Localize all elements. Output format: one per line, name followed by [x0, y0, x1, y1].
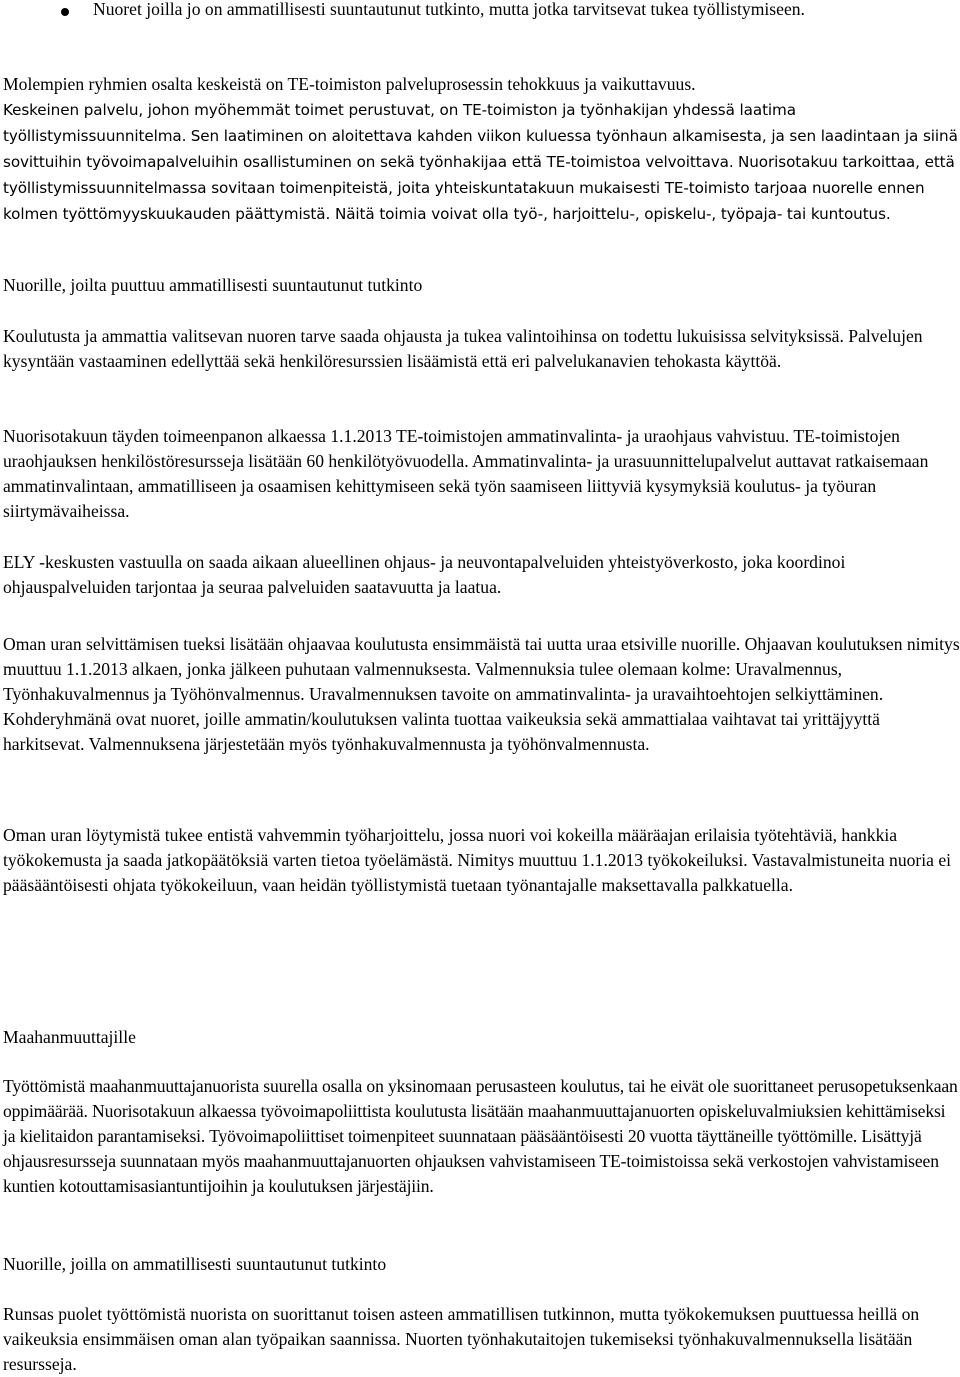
paragraph-work-trial: Oman uran löytymistä tukee entistä vahvemmin työharjoittelu, jossa nuori voi kokeilla määräajan erilaisia työtehtäviä, hankkia työkokemusta ja saada jatkopäätöksiä varten tietoa työelämästä. Nimitys muuttuu 1.1.2013 työkokeiluksi. Vastavalmistuneita nuoria ei pääsääntöisesti ohjata työkokeiluun, vaan heidän työllistymistä tuetaan työnantajalle maksettavalla palkkatuella.: [3, 825, 952, 895]
section-heading-immigrants: Maahanmuuttajille: [3, 1027, 136, 1047]
intro-sentence-c: Nuorisotakuu tarkoittaa, että työllistymissuunnitelmassa sovitaan toimenpiteistä, joita yhteiskuntatakuun mukaisesti TE-toimisto tarjoaa nuorelle ennen kolmen työttömyyskuukauden päättymistä. Näitä toimia voivat olla työ-, harjoittelu-, opiskelu-, työpaja- tai kuntoutus.: [3, 153, 955, 223]
paragraph-with-degree: Runsas puolet työttömistä nuorista on suorittanut toisen asteen ammatillisen tutkinnon, mutta työkokemuksen puuttuessa heillä on vaikeuksia ensimmäisen oman alan työpaikan saannissa. Nuorten työnhakutaitojen tukemiseksi työnhakuvalmennuksella lisätään resursseja.: [3, 1304, 920, 1374]
section-heading-no-degree: Nuorille, joilta puuttuu ammatillisesti suuntautunut tutkinto: [3, 275, 423, 295]
paragraph-immigrants: Työttömistä maahanmuuttajanuorista suurella osalla on yksinomaan perusasteen koulutus, tai he eivät ole suorittaneet perusopetuksenkaan oppimäärää. Nuorisotakuun alkaessa työvoimapoliittista koulutusta lisätään maahanmuuttajanuorten opiskeluvalmiuksien kehittämiseksi ja kielitaidon parantamiseksi. Työvoimapoliittiset toimenpiteet suunnataan pääsääntöisesti 20 vuotta täyttäneille työttömille. Lisättyjä ohjausresursseja suunnataan myös maahanmuuttajanuorten ohjauksen vahvistamiseen TE-toimistoissa sekä verkostojen vahvistamiseen kuntien kotouttamisasiantuntijoihin ja koulutuksen järjestäjiin.: [3, 1076, 958, 1196]
paragraph-guidance-need: Koulutusta ja ammattia valitsevan nuoren tarve saada ohjausta ja tukea valintoihinsa on todettu lukuisissa selvityksissä. Palvelujen kysyntään vastaaminen edellyttää sekä henkilöresurssien lisäämistä että eri palvelukanavien tehokasta käyttöä.: [3, 326, 923, 371]
paragraph-ely-network: ELY -keskusten vastuulla on saada aikaan alueellinen ohjaus- ja neuvontapalveluiden yhteistyöverkosto, joka koordinoi ohjauspalveluiden tarjontaa ja seuraa palveluiden saatavuutta ja laatua.: [3, 552, 846, 597]
intro-sentence-b: Sen laatiminen on aloitettava kahden viikon kuluessa työnhaun alkamisesta, ja sen laadintaan ja siinä sovittuihin työvoimapalveluihin osallistuminen on sekä työnhakijaa että TE-toimistoa velvoittava.: [3, 127, 958, 171]
paragraph-career-guidance: Nuorisotakuun täyden toimeenpanon alkaessa 1.1.2013 TE-toimistojen ammatinvalinta- ja uraohjaus vahvistuu. TE-toimistojen uraohjauksen henkilöstöresursseja lisätään 60 henkilötyövuodella. Ammatinvalinta- ja urasuunnittelupalvelut auttavat ratkaisemaan ammatinvalintaan, ammatilliseen ja osaamisen kehittymiseen sekä työn saamiseen liittyviä kysymyksiä koulutus- ja työuran siirtymävaiheissa.: [3, 426, 929, 521]
intro-sentence-a: Keskeinen palvelu, johon myöhemmät toimet perustuvat, on TE-toimiston ja työnhakijan yhdessä laatima työllistymissuunnitelma.: [3, 101, 796, 145]
bullet-text: Nuoret joilla jo on ammatillisesti suuntautunut tutkinto, mutta jotka tarvitsevat tukea työllistymiseen.: [93, 0, 805, 19]
intro-paragraph: [3, 72, 960, 227]
section-heading-with-degree: Nuorille, joilla on ammatillisesti suuntautunut tutkinto: [3, 1254, 387, 1274]
intro-sentence-serif: Molempien ryhmien osalta keskeistä on TE-toimiston palveluprosessin tehokkuus ja vaikuttavuus.: [3, 74, 696, 94]
bullet-icon: [61, 8, 69, 16]
paragraph-coaching: Oman uran selvittämisen tueksi lisätään ohjaavaa koulutusta ensimmäistä tai uutta uraa etsiville nuorille. Ohjaavan koulutuksen nimitys muuttuu 1.1.2013 alkaen, jonka jälkeen puhutaan valmennuksesta. Valmennuksia tulee olemaan kolme: Uravalmennus, Työnhakuvalmennus ja Työhönvalmennus. Uravalmennuksen tavoite on ammatinvalinta- ja uravaihtoehtojen selkiyttäminen. Kohderyhmänä ovat nuoret, joille ammatin/koulutuksen valinta tuottaa vaikeuksia sekä ammattialaa vaihtavat tai yrittäjyyttä harkitsevat. Valmennuksena järjestetään myös työnhakuvalmennusta ja työhönvalmennusta.: [3, 634, 960, 754]
